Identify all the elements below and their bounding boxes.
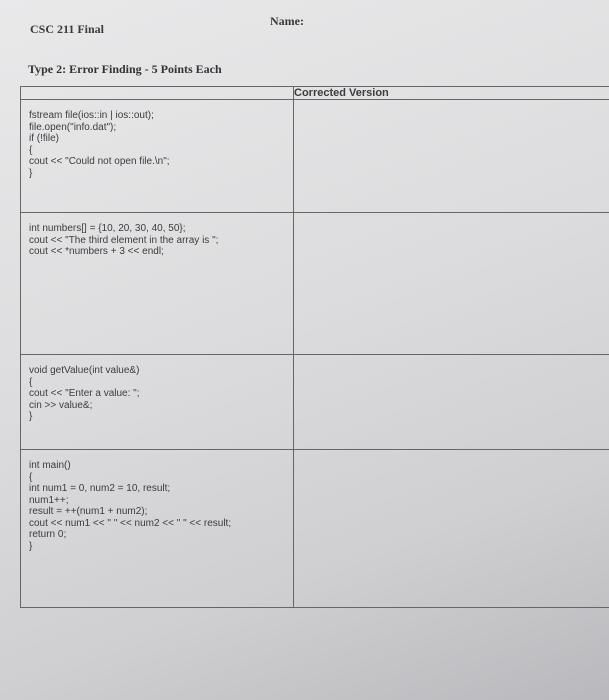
code-snippet: fstream file(ios::in | ios::out); file.open("info.dat"); if (!file) { cout << "Could not open file.\n"; } [29,110,170,179]
table-row [21,355,609,450]
header-blank-cell [21,87,294,100]
code-snippet: void getValue(int value&) { cout << "Enter a value: "; cin >> value&; } [29,365,140,422]
corrected-cell[interactable] [294,450,609,608]
corrected-cell[interactable] [294,213,609,355]
table-row [21,100,609,213]
table-row [21,450,609,608]
corrected-version-header: Corrected Version [294,87,609,100]
table-row [21,213,609,355]
error-finding-table [20,86,609,608]
section-title: Type 2: Error Finding - 5 Points Each [28,62,222,76]
code-snippet: int numbers[] = {10, 20, 30, 40, 50}; cout << "The third element in the array is "; cout << *numbers + 3 << endl; [29,223,219,257]
name-label: Name: [270,14,304,28]
corrected-cell[interactable] [294,100,609,213]
corrected-cell[interactable] [294,355,609,450]
course-title: CSC 211 Final [30,22,105,36]
table-header-row [21,87,609,100]
code-snippet: int main() { int num1 = 0, num2 = 10, result; num1++; result = ++(num1 + num2); cout << num1 << " " << num2 << " " << result; return 0; } [29,460,232,552]
